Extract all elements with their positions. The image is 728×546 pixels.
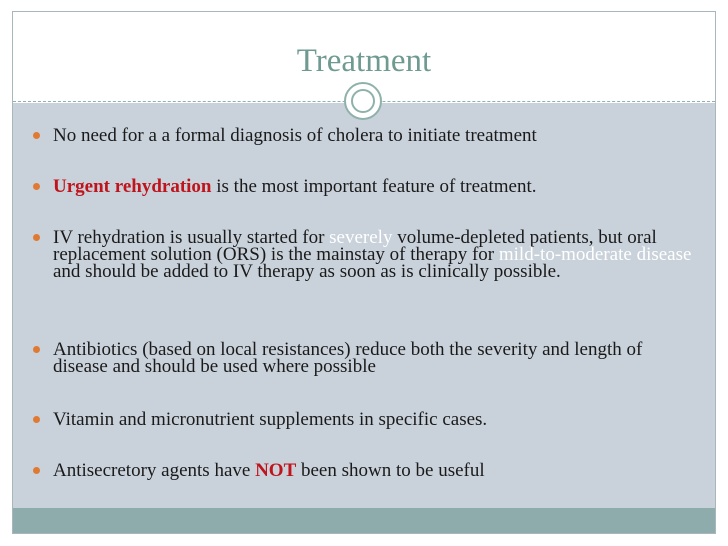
- bullet-dot-icon: [33, 132, 40, 139]
- slide: [12, 11, 716, 534]
- bullet-dot-icon: [33, 467, 40, 474]
- bullet-dot-icon: [33, 183, 40, 190]
- bullet-dot-icon: [33, 234, 40, 241]
- bullet-text-plain: been shown to be useful: [296, 460, 485, 481]
- bullet-text-plain: volume-depleted patients, but oral replacement solution (ORS) is the mainstay of therapy for: [53, 227, 657, 265]
- bullet-text: [53, 341, 693, 375]
- bullet-text-plain: Vitamin and micronutrient supplements in specific cases.: [53, 409, 488, 430]
- bullet-text: [53, 178, 693, 195]
- bullet-text: [53, 229, 693, 280]
- slide-title: Treatment: [296, 43, 432, 79]
- footer-band: [13, 508, 715, 533]
- bullet-dot-icon: [33, 416, 40, 423]
- white-emphasis-text: severely: [329, 227, 393, 248]
- bullet-dot-icon: [33, 346, 40, 353]
- white-emphasis-text: mild-to-moderate disease: [498, 244, 692, 265]
- bullet-text: [53, 411, 693, 428]
- inner-circle-icon: [351, 89, 375, 113]
- bullet-text: [53, 462, 693, 479]
- emphasis-text: Urgent rehydration: [53, 176, 212, 197]
- circle-ornament-icon: [344, 82, 382, 120]
- bullet-text-plain: IV rehydration is usually started for: [53, 227, 330, 248]
- bullet-text-plain: and should be added to IV therapy as soon as is clinically possible.: [53, 261, 561, 282]
- bullet-text-plain: No need for a a formal diagnosis of cholera to initiate treatment: [53, 125, 537, 146]
- bullet-text-plain: Antibiotics (based on local resistances) reduce both the severity and length of disease and should be used where possible: [53, 339, 643, 377]
- bullet-text-plain: is the most important feature of treatment.: [211, 176, 537, 197]
- bullet-text-plain: Antisecretory agents have: [53, 460, 256, 481]
- emphasis-text: NOT: [255, 460, 297, 481]
- bullet-text: [53, 127, 693, 144]
